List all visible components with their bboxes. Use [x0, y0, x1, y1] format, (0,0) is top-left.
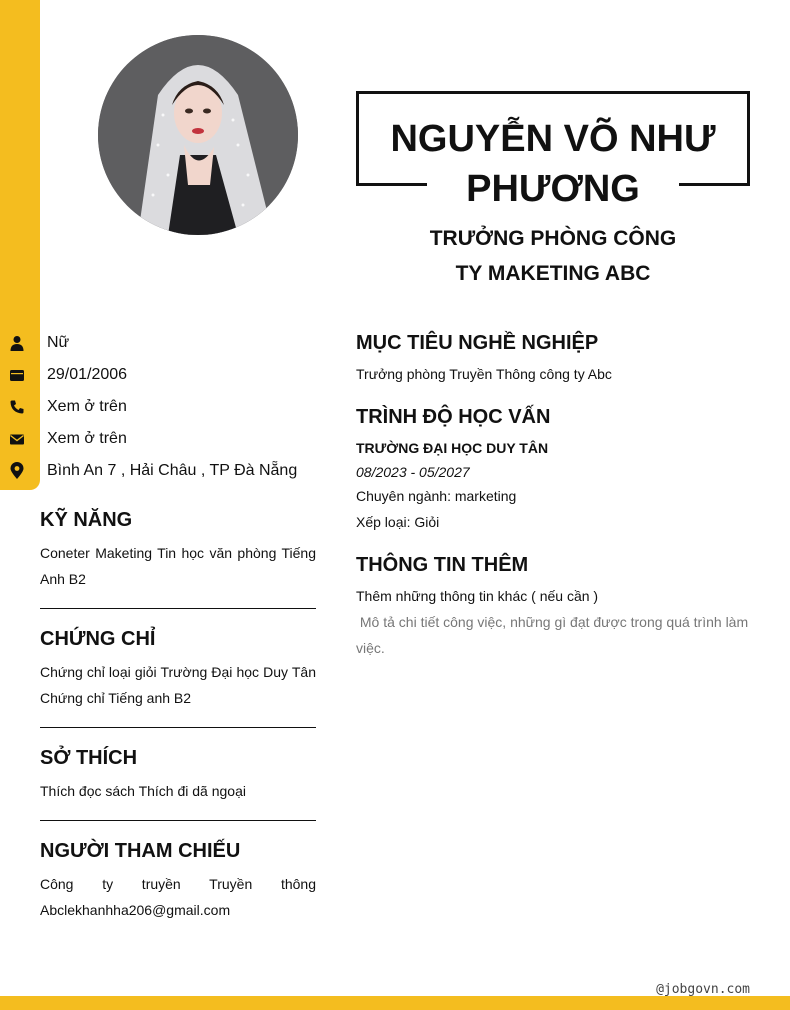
education-title: TRÌNH ĐỘ HỌC VẤN	[356, 406, 551, 428]
extra-section	[356, 551, 752, 661]
calendar-icon	[8, 366, 26, 384]
contact-phone	[0, 391, 320, 423]
skills-section	[40, 506, 316, 592]
accent-bottom-bar	[0, 996, 790, 1010]
hobbies-body: Thích đọc sách Thích đi dã ngoại	[40, 783, 246, 799]
extra-line-1: Thêm những thông tin khác ( nếu cần )	[356, 588, 599, 604]
objective-title: MỤC TIÊU NGHỀ NGHIỆP	[356, 332, 599, 354]
mail-icon	[8, 430, 26, 448]
extra-line-2: Mô tả chi tiết công việc, những gì đạt được trong quá trình làm việc.	[356, 614, 753, 656]
right-column	[356, 329, 752, 661]
skills-body: Coneter Maketing Tin học văn phòng Tiếng Anh B2	[40, 545, 316, 587]
contact-address	[0, 455, 320, 487]
location-icon	[8, 462, 26, 480]
education-grade: Xếp loại: Giỏi	[356, 514, 440, 530]
contact-phone-text: Xem ở trên	[47, 398, 127, 415]
contact-email-text: Xem ở trên	[47, 430, 127, 447]
avatar	[98, 35, 298, 235]
left-column	[40, 506, 316, 923]
references-body: Công ty truyền Truyền thông Abclekhanhha206@gmail.com	[40, 876, 316, 918]
watermark: @jobgovn.com	[656, 982, 750, 997]
contact-gender	[0, 327, 320, 359]
education-school: TRƯỜNG ĐẠI HỌC DUY TÂN	[356, 440, 549, 456]
contact-gender-text: Nữ	[47, 334, 70, 351]
objective-section	[356, 329, 752, 387]
references-section	[40, 837, 316, 923]
section-divider	[40, 608, 316, 609]
person-icon	[8, 334, 26, 352]
hobbies-title: SỞ THÍCH	[40, 747, 138, 769]
section-divider	[40, 727, 316, 728]
contact-birthday	[0, 359, 320, 391]
extra-title: THÔNG TIN THÊM	[356, 554, 529, 576]
contact-birthday-text: 29/01/2006	[47, 366, 128, 383]
contact-email[interactable]	[0, 423, 320, 455]
certificates-section	[40, 625, 316, 711]
skills-title: KỸ NĂNG	[40, 509, 133, 531]
phone-icon	[8, 398, 26, 416]
objective-body: Trưởng phòng Truyền Thông công ty Abc	[356, 366, 612, 382]
certificates-title: CHỨNG CHỈ	[40, 628, 156, 650]
contact-list	[0, 327, 320, 487]
certificates-body: Chứng chỉ loại giỏi Trường Đại học Duy Tân Chứng chỉ Tiếng anh B2	[40, 664, 316, 706]
contact-address-text: Bình An 7 , Hải Châu , TP Đà Nẵng	[47, 462, 298, 479]
hobbies-section	[40, 744, 316, 804]
education-section	[356, 403, 752, 535]
education-period: 08/2023 - 05/2027	[356, 464, 470, 480]
references-title: NGƯỜI THAM CHIẾU	[40, 840, 241, 862]
section-divider	[40, 820, 316, 821]
full-name: NGUYỄN VÕ NHƯ PHƯƠNG	[390, 118, 716, 210]
education-major: Chuyên ngành: marketing	[356, 488, 517, 504]
job-title: TRƯỞNG PHÒNG CÔNG TY MAKETING ABC	[429, 227, 677, 285]
